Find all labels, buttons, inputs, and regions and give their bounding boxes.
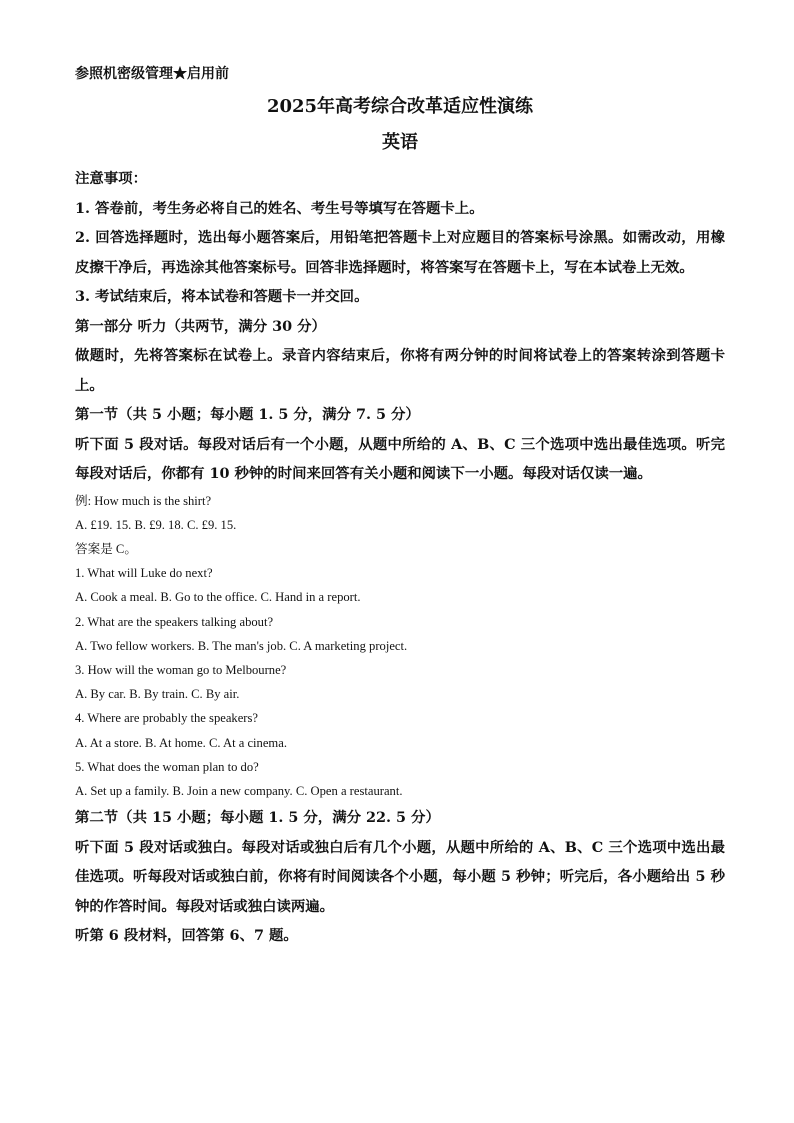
question-5: 5. What does the woman plan to do? (75, 759, 259, 774)
question-1: 1. What will Luke do next? (75, 566, 213, 581)
example-question: 例: How much is the shirt? (75, 493, 212, 508)
notice-item-2: 2. 回答选择题时，选出每小题答案后，用铅笔把答题卡上对应题目的答案标号涂黑。如需改动，用橡皮擦干净后，再选涂其他答案标号。回答非选择题时，将答案写在答题卡上，写在本试卷上无效。 (75, 229, 725, 276)
part1-instruction: 做题时，先将答案标在试卷上。录音内容结束后，你将有两分钟的时间将试卷上的答案转涂到答题卡上。 (75, 347, 725, 394)
section1-heading: 第一节（共 5 小题；每小题 1. 5 分，满分 7. 5 分） (75, 406, 420, 423)
section2-heading: 第二节（共 15 小题；每小题 1. 5 分，满分 22. 5 分） (75, 809, 440, 827)
notice-heading: 注意事项： (75, 170, 147, 187)
question-1-options: A. Cook a meal. B. Go to the office. C. Hand in a report. (75, 590, 361, 605)
question-3: 3. How will the woman go to Melbourne? (75, 662, 287, 677)
exam-title: 2025年高考综合改革适应性演练 (266, 96, 534, 117)
example-options: A. £19. 15. B. £9. 18. C. £9. 15. (75, 517, 237, 532)
example-answer: 答案是 C。 (75, 541, 137, 556)
notice-item-3: 3. 考试结束后，将本试卷和答题卡一并交回。 (75, 288, 369, 305)
section1-instruction: 听下面 5 段对话。每段对话后有一个小题，从题中所给的 A、B、C 三个选项中选出最佳选项。听完每段对话后，你都有 10 秒钟的时间来回答有关小题和阅读下一小题。每段对话仅读一遍。 (75, 435, 725, 482)
question-3-options: A. By car. B. By train. C. By air. (75, 687, 240, 702)
notice-item-1: 1. 答卷前，考生务必将自己的姓名、考生号等填写在答题卡上。 (75, 199, 484, 217)
question-2-options: A. Two fellow workers. B. The man's job. C. A marketing project. (75, 638, 408, 653)
exam-subject: 英语 (382, 132, 418, 153)
question-2: 2. What are the speakers talking about? (75, 614, 274, 629)
part1-heading: 第一部分 听力（共两节，满分 30 分） (75, 317, 326, 335)
question-4-options: A. At a store. B. At home. C. At a cinema. (75, 735, 287, 750)
question-4: 4. Where are probably the speakers? (75, 711, 258, 726)
question-5-options: A. Set up a family. B. Join a new company. C. Open a restaurant. (75, 783, 403, 798)
section2-instruction: 听下面 5 段对话或独白。每段对话或独白后有几个小题，从题中所给的 A、B、C 三个选项中选出最佳选项。听每段对话或独白前，你将有时间阅读各个小题，每小题 5 秒钟；听完后，各小题给出 5 秒钟的作答时间。每段对话或独白读两遍。 (75, 838, 725, 915)
material-6-intro: 听第 6 段材料，回答第 6、7 题。 (75, 927, 298, 945)
confidentiality-note: 参照机密级管理★启用前 (75, 66, 229, 82)
exam-page (75, 60, 725, 951)
